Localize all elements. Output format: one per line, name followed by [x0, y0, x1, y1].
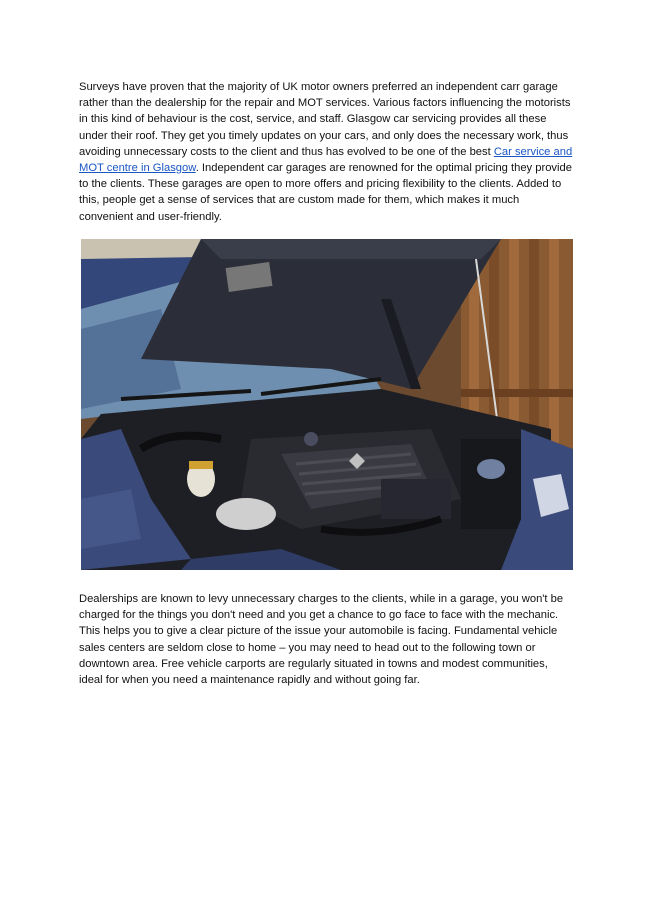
car-engine-photo [81, 239, 573, 570]
intro-text-start: Surveys have proven that the majority of UK motor owners preferred an independent carr garage rather than the dealership for the repair and MOT services. Various factors influencing the motorists in this kind of behaviour is the cost, service, and staff. Glasgow car servicing provides all these under their roof. They get you timely updates on your cars, and only does the necessary work, thus avoiding unnecessary costs to the client and thus has evolved to be one of the best [79, 81, 571, 158]
car-service-link[interactable]: Car service and MOT centre in Glasgow [79, 145, 573, 175]
car-engine-illustration [81, 239, 573, 570]
intro-paragraph [79, 79, 573, 225]
intro-text-end: . Independent car garages are renowned for the optimal pricing they provide to the clients. These garages are open to more offers and pricing flexibility to the clients. Added to this, people get a sense of services that are custom made for them, which makes it much convenient and user-friendly. [79, 162, 572, 223]
dealership-paragraph: Dealerships are known to levy unnecessary charges to the clients, while in a garage, you won't be charged for the things you don't need and you get a chance to go face to face with the mechanic. This helps you to give a clear picture of the issue your automobile is facing. Fundamental vehicle sales centers are seldom close to home – you may need to head out to the following town or downtown area. Free vehicle carports are regularly situated in towns and modest communities, ideal for when you need a maintenance rapidly and without going far. [79, 593, 564, 687]
